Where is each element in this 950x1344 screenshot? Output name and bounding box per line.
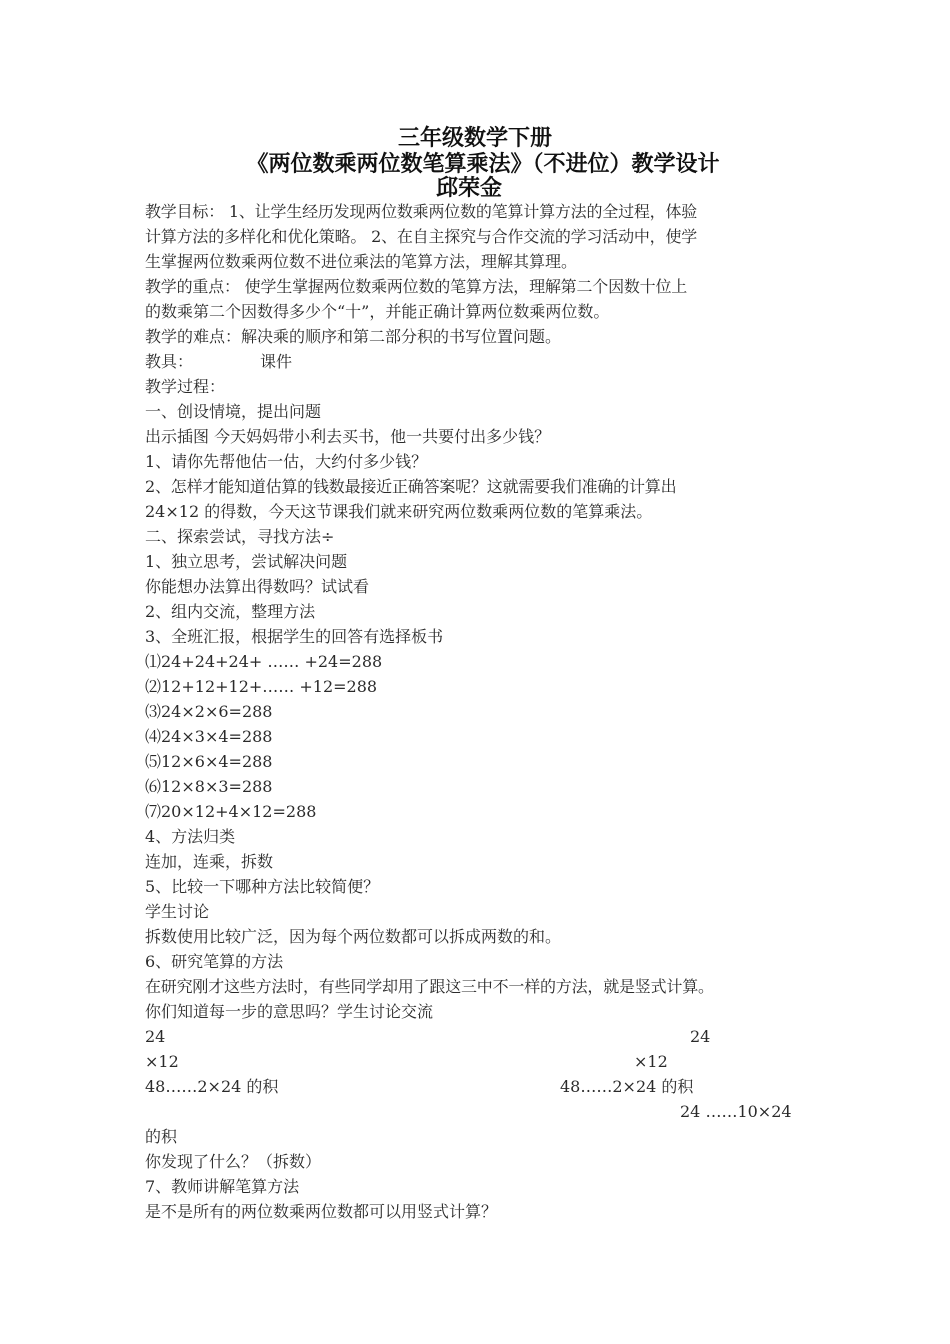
process-label: 教学过程： <box>145 377 226 396</box>
vertical-left-mult: ×12 <box>145 1052 179 1071</box>
text-line: 的积 <box>145 1127 178 1146</box>
text-line: 1、独立思考，尝试解决问题 <box>145 552 348 571</box>
text-line: 学生讨论 <box>145 902 210 921</box>
method-item: ⑵12+12+12+…… +12=288 <box>145 677 378 696</box>
vertical-calc-row <box>145 1074 835 1099</box>
method-item: ⑺20×12+4×12=288 <box>145 802 317 821</box>
text-line: 5、比较一下哪种方法比较简便？ <box>145 877 380 896</box>
vertical-calc-row <box>145 1049 835 1074</box>
text-line: 3、全班汇报，根据学生的回答有选择板书 <box>145 627 444 646</box>
document-body <box>145 199 835 1224</box>
text-line: 拆数使用比较广泛，因为每个两位数都可以拆成两数的和。 <box>145 927 562 946</box>
method-item: ⑴24+24+24+ …… +24=288 <box>145 652 383 671</box>
vertical-left-top: 24 <box>145 1027 166 1046</box>
method-item: ⑶24×2×6=288 <box>145 702 273 721</box>
text-line: 2、怎样才能知道估算的钱数最接近正确答案呢？这就需要我们准确的计算出 <box>145 477 677 496</box>
text-line: 是不是所有的两位数乘两位数都可以用竖式计算？ <box>145 1202 498 1221</box>
tools-label: 教具： <box>145 352 194 371</box>
text-line: 出示插图 今天妈妈带小利去买书，他一共要付出多少钱？ <box>145 427 551 446</box>
tools-value: 课件 <box>260 352 293 371</box>
objectives-line: 生掌握两位数乘两位数不进位乘法的笔算方法，理解其算理。 <box>145 252 578 271</box>
method-item: ⑷24×3×4=288 <box>145 727 273 746</box>
vertical-right-partial1: 48……2×24 的积 <box>560 1077 694 1096</box>
text-line: 2、组内交流，整理方法 <box>145 602 316 621</box>
method-item: ⑸12×6×4=288 <box>145 752 273 771</box>
text-line: 4、方法归类 <box>145 827 236 846</box>
vertical-calc-row <box>145 1099 835 1124</box>
vertical-calc-row <box>145 1024 835 1049</box>
text-line: 在研究刚才这些方法时，有些同学却用了跟这三中不一样的方法，就是竖式计算。 <box>145 977 714 996</box>
document-title-lesson: 《两位数乘两位数笔算乘法》（不进位）教学设计 <box>246 151 720 177</box>
text-line: 你们知道每一步的意思吗？学生讨论交流 <box>145 1002 434 1021</box>
text-line: 6、研究笔算的方法 <box>145 952 284 971</box>
section-heading: 一、创设情境，提出问题 <box>145 402 322 421</box>
tools-line <box>145 349 835 374</box>
vertical-right-mult: ×12 <box>634 1052 668 1071</box>
document-author: 邱荣金 <box>435 175 502 201</box>
text-line: 连加，连乘，拆数 <box>145 852 274 871</box>
vertical-left-partial: 48……2×24 的积 <box>145 1077 279 1096</box>
key-points-line: 教学的重点： 使学生掌握两位数乘两位数的笔算方法，理解第二个因数十位上 <box>145 277 688 296</box>
section-heading: 二、探索尝试，寻找方法÷ <box>145 527 335 546</box>
difficulty-line: 教学的难点：解决乘的顺序和第二部分积的书写位置问题。 <box>145 327 562 346</box>
method-item: ⑹12×8×3=288 <box>145 777 273 796</box>
objectives-line: 计算方法的多样化和优化策略。 2、在自主探究与合作交流的学习活动中，使学 <box>145 227 698 246</box>
text-line: 你发现了什么？（拆数） <box>145 1152 322 1171</box>
objectives-line: 教学目标： 1、让学生经历发现两位数乘两位数的笔算计算方法的全过程，体验 <box>145 202 698 221</box>
vertical-right-top: 24 <box>690 1027 711 1046</box>
text-line: 7、教师讲解笔算方法 <box>145 1177 300 1196</box>
key-points-line: 的数乘第二个因数得多少个“十”，并能正确计算两位数乘两位数。 <box>145 302 610 321</box>
text-line: 你能想办法算出得数吗？试试看 <box>145 577 370 596</box>
text-line: 1、请你先帮他估一估，大约付多少钱？ <box>145 452 428 471</box>
text-line: 24×12 的得数，今天这节课我们就来研究两位数乘两位数的笔算乘法。 <box>145 502 653 521</box>
document-title-grade: 三年级数学下册 <box>397 125 552 151</box>
vertical-right-partial2: 24 ……10×24 <box>680 1102 792 1121</box>
